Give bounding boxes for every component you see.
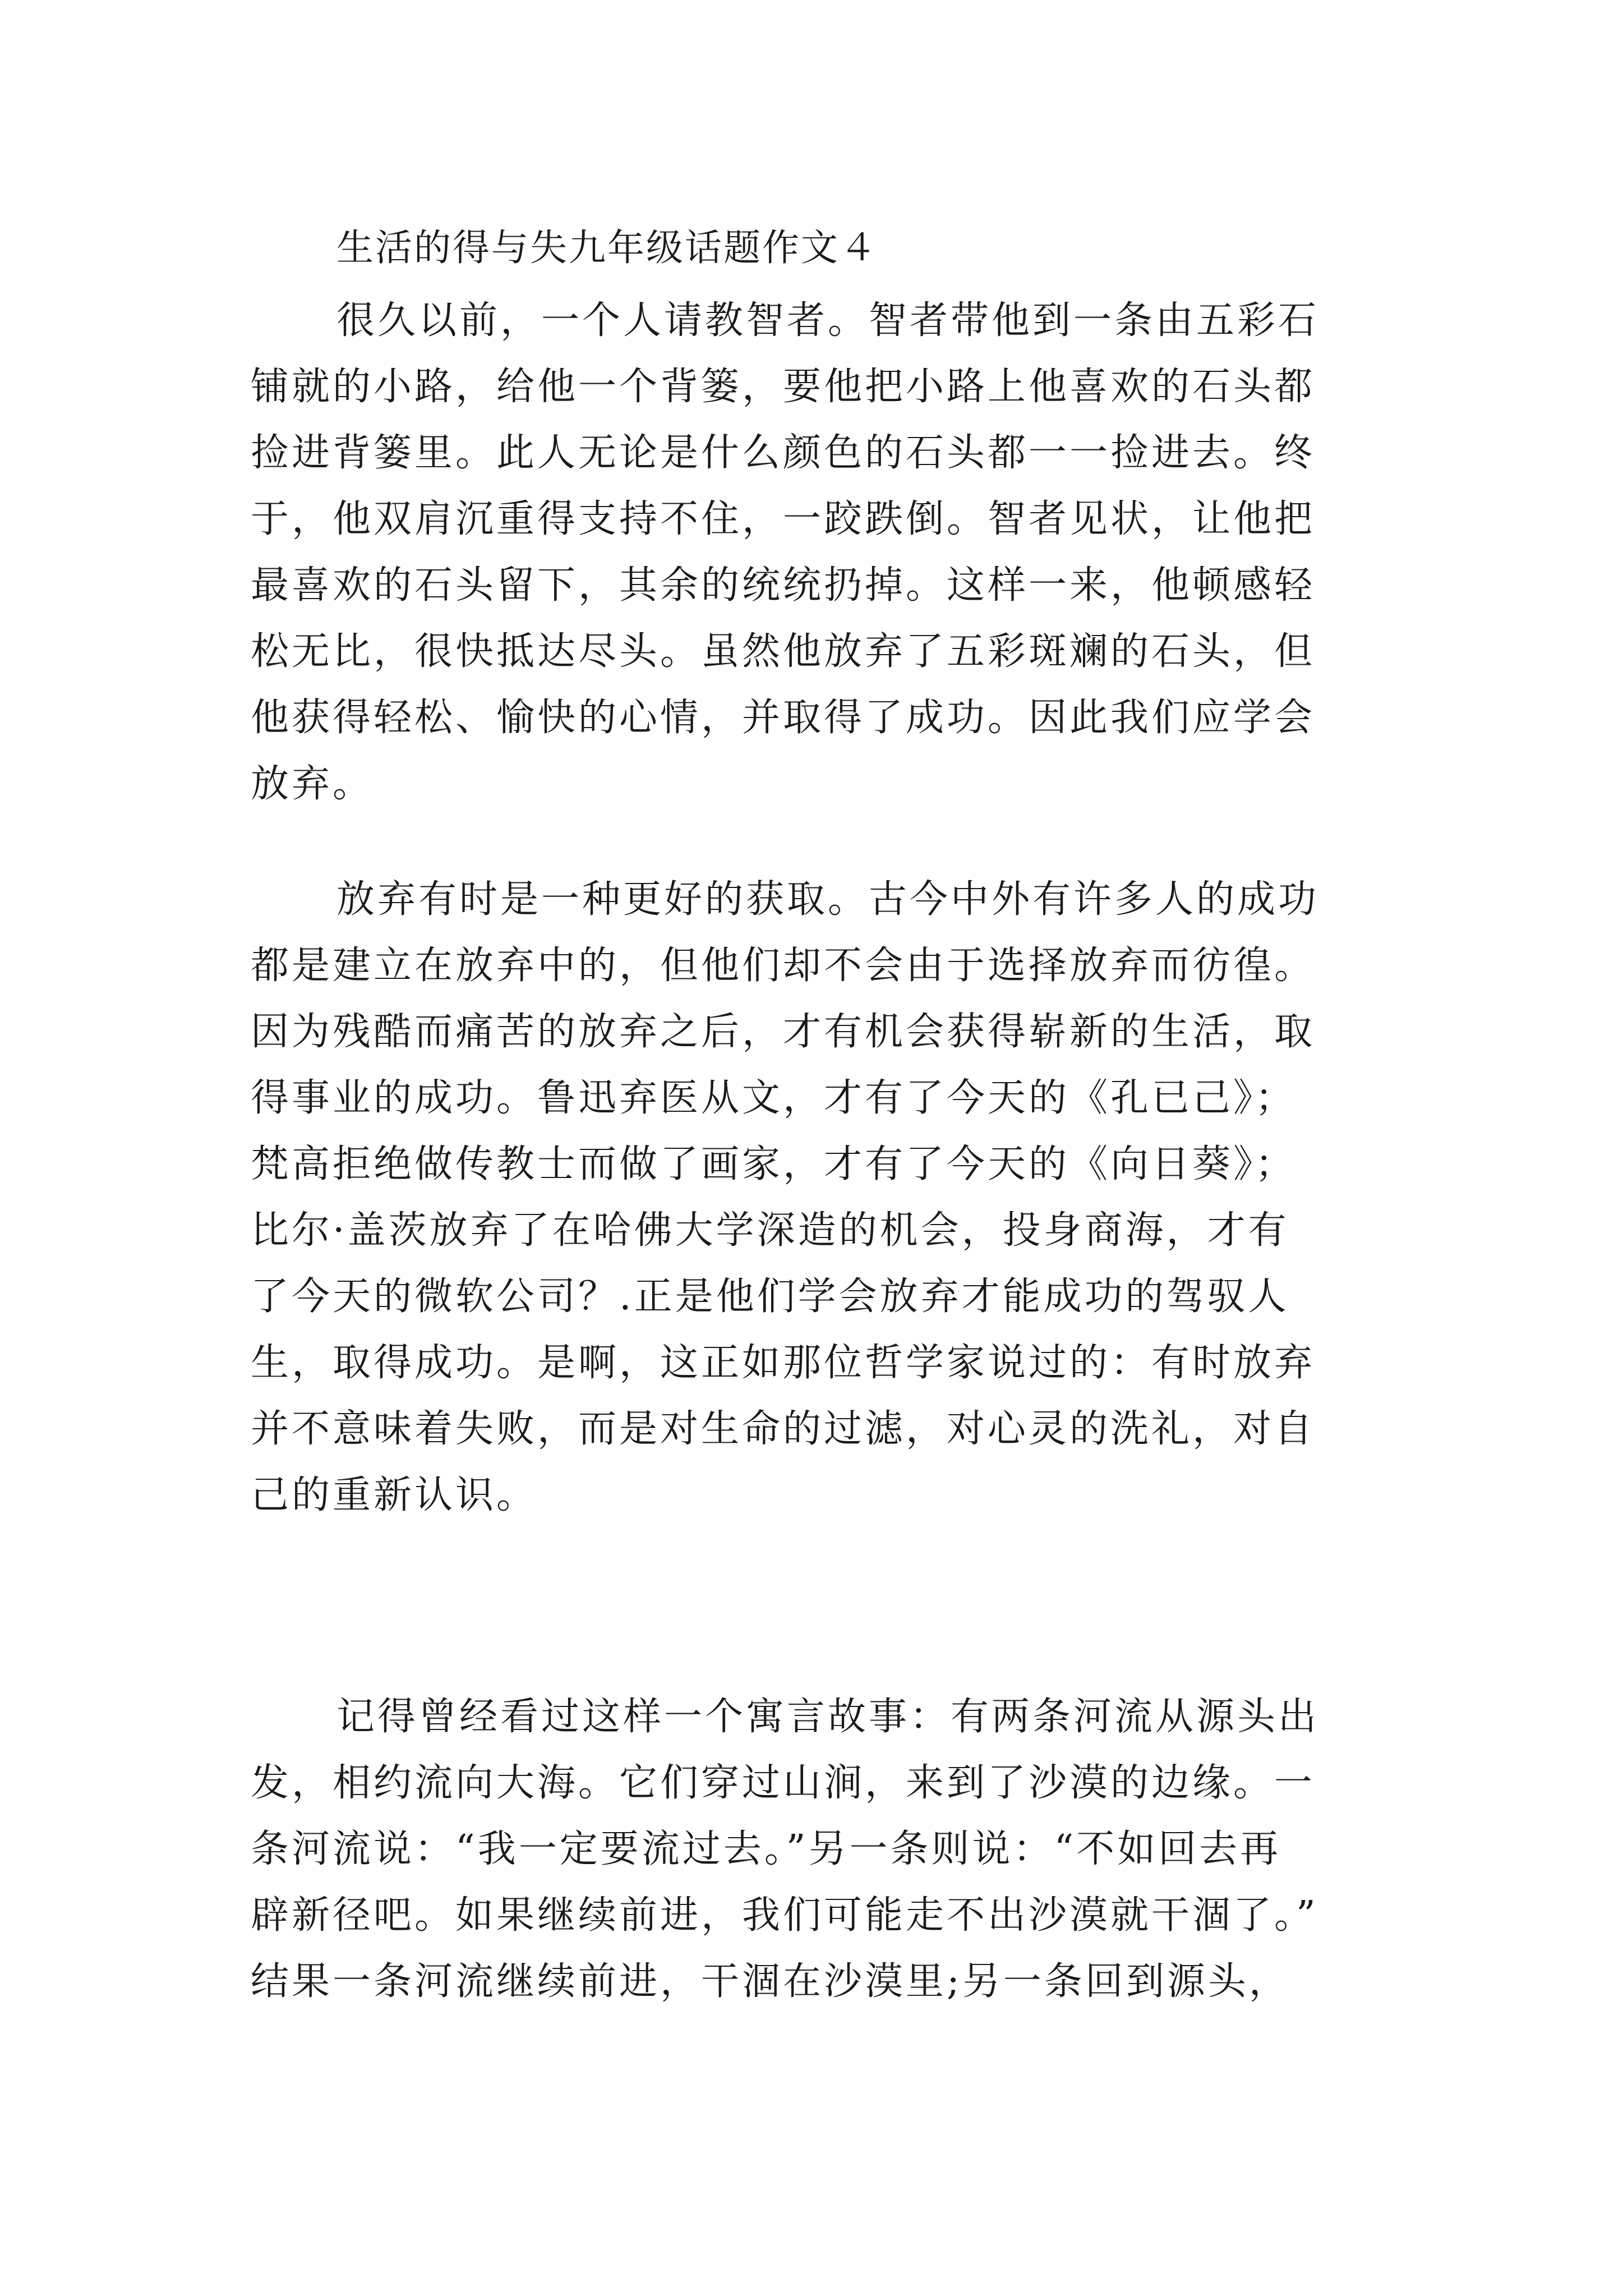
- paragraph-line: 最喜欢的石头留下，其余的统统扔掉。这样一来，他顿感轻: [251, 563, 1316, 608]
- paragraph-line: 条河流说：“我一定要流过去。”另一条则说：“不如回去再: [251, 1827, 1281, 1871]
- paragraph-line: 很久以前，一个人请教智者。智者带他到一条由五彩石: [336, 298, 1320, 343]
- paragraph-line: 因为残酷而痛苦的放弃之后，才有机会获得崭新的生活，取: [251, 1010, 1316, 1054]
- document-title: 生活的得与失九年级话题作文４: [336, 226, 878, 269]
- paragraph-line: 结果一条河流继续前进，干涸在沙漠里;另一条回到源头，: [251, 1959, 1290, 2004]
- paragraph-2: [251, 867, 1372, 1529]
- paragraph-line: 放弃。: [251, 762, 374, 806]
- paragraph-line: 放弃有时是一种更好的获取。古今中外有许多人的成功: [336, 877, 1320, 922]
- paragraph-line: 于，他双肩沉重得支持不住，一跤跌倒。智者见状，让他把: [251, 497, 1316, 541]
- paragraph-line: 辟新径吧。如果继续前进，我们可能走不出沙漠就干涸了。”: [251, 1893, 1318, 1938]
- paragraph-line: 得事业的成功。鲁迅弃医从文，才有了今天的《孔已己》；: [251, 1076, 1297, 1120]
- paragraph-line: 他获得轻松、愉快的心情，并取得了成功。因此我们应学会: [251, 696, 1316, 740]
- paragraph-line: 发，相约流向大海。它们穿过山涧，来到了沙漠的边缘。一: [251, 1761, 1316, 1805]
- paragraph-line: 生，取得成功。是啊，这正如那位哲学家说过的：有时放弃: [251, 1341, 1316, 1385]
- paragraph-line: 铺就的小路，给他一个背篓，要他把小路上他喜欢的石头都: [251, 365, 1316, 409]
- paragraph-line: 松无比，很快抵达尽头。虽然他放弃了五彩斑斓的石头，但: [251, 629, 1316, 674]
- paragraph-1: [251, 288, 1372, 817]
- paragraph-3: [251, 1684, 1372, 2015]
- paragraph-line: 都是建立在放弃中的，但他们却不会由于选择放弃而彷徨。: [251, 944, 1316, 988]
- paragraph-line: 了今天的微软公司？.正是他们学会放弃才能成功的驾驭人: [251, 1274, 1289, 1319]
- paragraph-line: 记得曾经看过这样一个寓言故事：有两条河流从源头出: [336, 1695, 1320, 1739]
- paragraph-line: 捡进背篓里。此人无论是什么颜色的石头都一一捡进去。终: [251, 431, 1316, 475]
- paragraph-line: 比尔·盖茨放弃了在哈佛大学深造的机会，投身商海，才有: [251, 1208, 1289, 1253]
- paragraph-line: 己的重新认识。: [251, 1473, 538, 1517]
- paragraph-line: 梵高拒绝做传教士而做了画家，才有了今天的《向日葵》；: [251, 1142, 1297, 1186]
- paragraph-line: 并不意味着失败，而是对生命的过滤，对心灵的洗礼，对自: [251, 1407, 1316, 1451]
